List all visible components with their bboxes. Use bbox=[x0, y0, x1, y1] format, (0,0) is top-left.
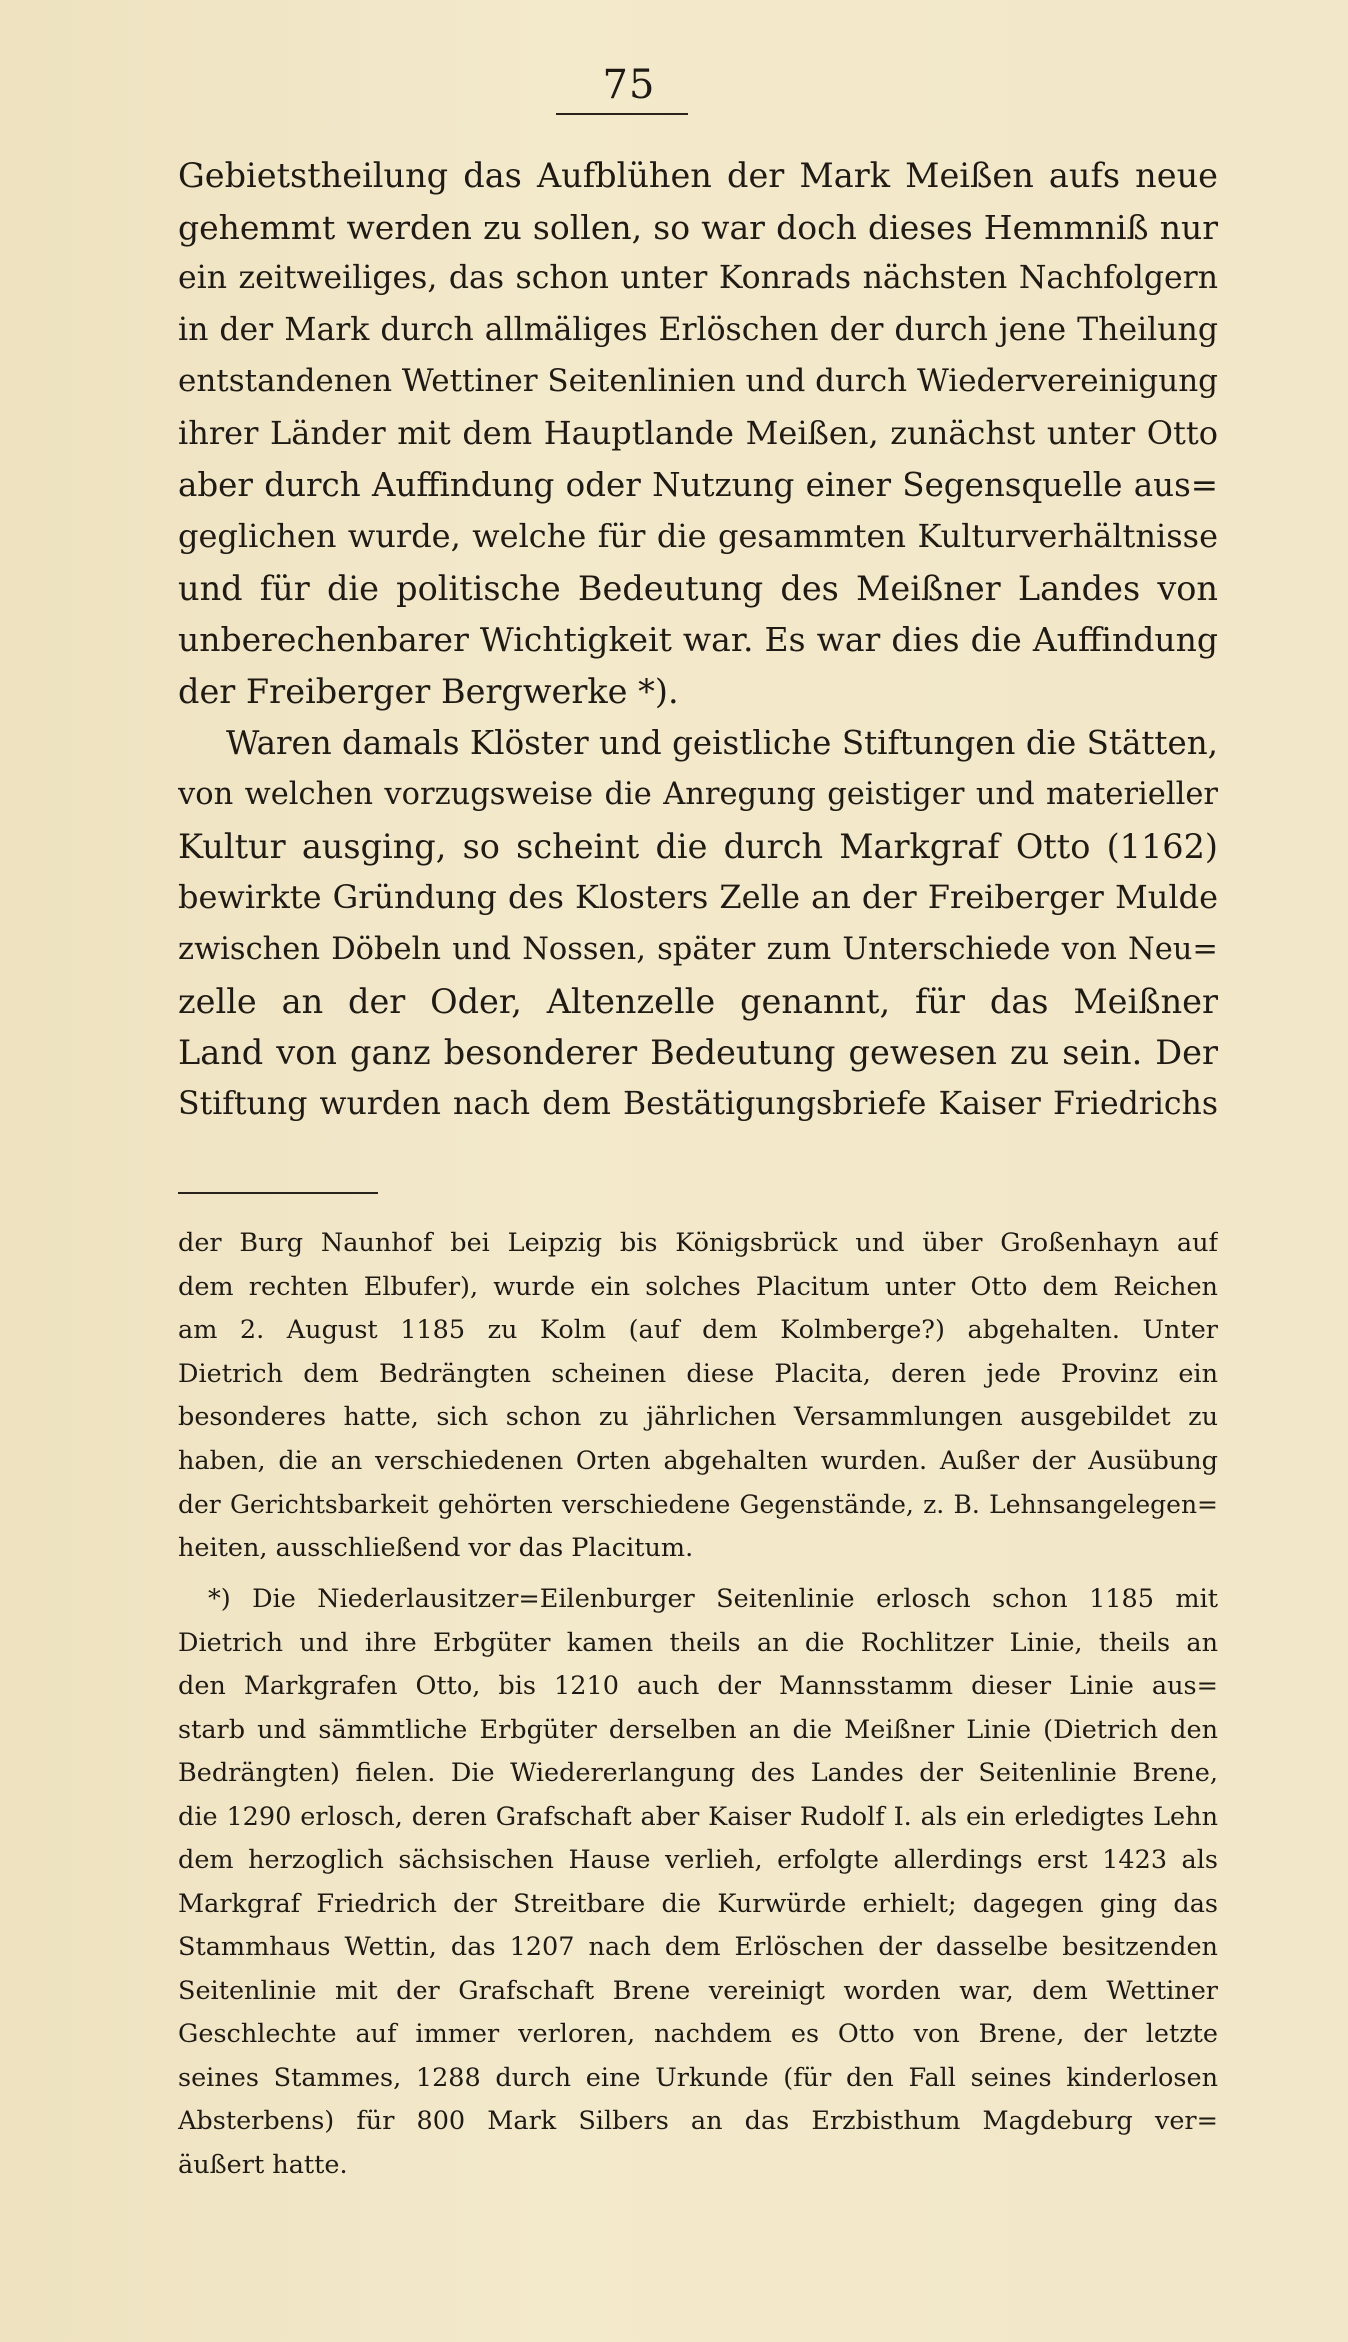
footnote-line: *) Die Niederlausitzer=Eilenburger Seitenlinie erlosch schon 1185 mit bbox=[208, 1584, 1218, 1614]
text-line: unberechenbarer Wichtigkeit war. Es war dies die Auffindung bbox=[178, 620, 1218, 660]
text-line: ein zeitweiliges, das schon unter Konrads nächsten Nachfolgern bbox=[178, 260, 1218, 297]
footnote-line: der Burg Naunhof bei Leipzig bis Königsbrück und über Großenhayn auf bbox=[178, 1228, 1218, 1258]
text-line: ihrer Länder mit dem Hauptlande Meißen, zunächst unter Otto bbox=[178, 413, 1218, 452]
text-line: der Freiberger Bergwerke *). bbox=[178, 671, 679, 711]
footnote-gap bbox=[178, 1570, 1218, 1578]
footnote-line: starb und sämmtliche Erbgüter derselben an die Meißner Linie (Dietrich den bbox=[178, 1714, 1218, 1745]
footnote-line: heiten, ausschließend vor das Placitum. bbox=[178, 1532, 694, 1563]
footnote-line: haben, die an verschiedenen Orten abgehalten wurden. Außer der Ausübung bbox=[178, 1445, 1218, 1476]
text-line: bewirkte Gründung des Klosters Zelle an der Freiberger Mulde bbox=[178, 878, 1218, 917]
text-line: aber durch Auffindung oder Nutzung einer Segensquelle aus= bbox=[178, 465, 1218, 504]
page-number: 75 bbox=[602, 62, 656, 108]
text-line: entstandenen Wettiner Seitenlinien und durch Wiedervereinigung bbox=[178, 363, 1218, 400]
page-number-rule bbox=[556, 113, 688, 115]
text-line: Stiftung wurden nach dem Bestätigungsbriefe Kaiser Friedrichs bbox=[178, 1085, 1218, 1122]
text-line: in der Mark durch allmäliges Erlöschen der durch jene Theilung bbox=[178, 311, 1218, 348]
text-line: zelle an der Oder, Altenzelle genannt, für das Meißner bbox=[178, 981, 1218, 1021]
text-line: Waren damals Klöster und geistliche Stiftungen die Stätten, bbox=[226, 723, 1218, 762]
text-line: von welchen vorzugsweise die Anregung geistiger und materieller bbox=[178, 777, 1218, 813]
footnote-line: besonderes hatte, sich schon zu jährlichen Versammlungen ausgebildet zu bbox=[178, 1402, 1218, 1432]
footnote-line: Dietrich dem Bedrängten scheinen diese Placita, deren jede Provinz ein bbox=[178, 1358, 1218, 1389]
footnote-line: äußert hatte. bbox=[178, 2149, 348, 2180]
footnote-line: Dietrich und ihre Erbgüter kamen theils an die Rochlitzer Linie, theils an bbox=[178, 1627, 1218, 1658]
footnote-line: Bedrängten) fielen. Die Wiedererlangung des Landes der Seitenlinie Brene, bbox=[178, 1758, 1218, 1788]
footnote-line: Seitenlinie mit der Grafschaft Brene vereinigt worden war, dem Wettiner bbox=[178, 1975, 1218, 2006]
footnote-line: der Gerichtsbarkeit gehörten verschiedene Gegenstände, z. B. Lehnsangelegen= bbox=[178, 1490, 1218, 1519]
footnotes bbox=[178, 1222, 1218, 2187]
footnote-line: die 1290 erlosch, deren Grafschaft aber Kaiser Rudolf I. als ein erledigtes Lehn bbox=[178, 1801, 1218, 1832]
text-line: und für die politische Bedeutung des Meißner Landes von bbox=[178, 568, 1218, 608]
text-line: geglichen wurde, welche für die gesammten Kulturverhältnisse bbox=[178, 517, 1218, 556]
footnote-line: am 2. August 1185 zu Kolm (auf dem Kolmberge?) abgehalten. Unter bbox=[178, 1315, 1218, 1345]
text-line: zwischen Döbeln und Nossen, später zum Unterschiede von Neu= bbox=[178, 931, 1218, 967]
text-line: Land von ganz besonderer Bedeutung gewesen zu sein. Der bbox=[178, 1033, 1218, 1073]
text-line: gehemmt werden zu sollen, so war doch dieses Hemmniß nur bbox=[178, 207, 1218, 247]
footnote-line: den Markgrafen Otto, bis 1210 auch der Mannsstamm dieser Linie aus= bbox=[178, 1671, 1218, 1701]
text-line: Gebietstheilung das Aufblühen der Mark Meißen aufs neue bbox=[178, 156, 1218, 195]
text-line: Kultur ausging, so scheint die durch Markgraf Otto (1162) bbox=[178, 826, 1218, 866]
footnote-line: dem rechten Elbufer), wurde ein solches Placitum unter Otto dem Reichen bbox=[178, 1271, 1218, 1302]
main-text bbox=[178, 150, 1218, 1130]
footnote-line: Absterbens) für 800 Mark Silbers an das Erzbisthum Magdeburg ver= bbox=[178, 2106, 1218, 2136]
footnote-line: Geschlechte auf immer verloren, nachdem es Otto von Brene, der letzte bbox=[178, 2019, 1218, 2049]
footnote-line: seines Stammes, 1288 durch eine Urkunde (für den Fall seines kinderlosen bbox=[178, 2062, 1218, 2093]
footnote-line: Markgraf Friedrich der Streitbare die Kurwürde erhielt; dagegen ging das bbox=[178, 1888, 1218, 1919]
footnote-line: Stammhaus Wettin, das 1207 nach dem Erlöschen der dasselbe besitzenden bbox=[178, 1932, 1218, 1962]
footnote-line: dem herzoglich sächsischen Hause verlieh, erfolgte allerdings erst 1423 als bbox=[178, 1845, 1218, 1875]
footnote-rule bbox=[178, 1192, 378, 1194]
